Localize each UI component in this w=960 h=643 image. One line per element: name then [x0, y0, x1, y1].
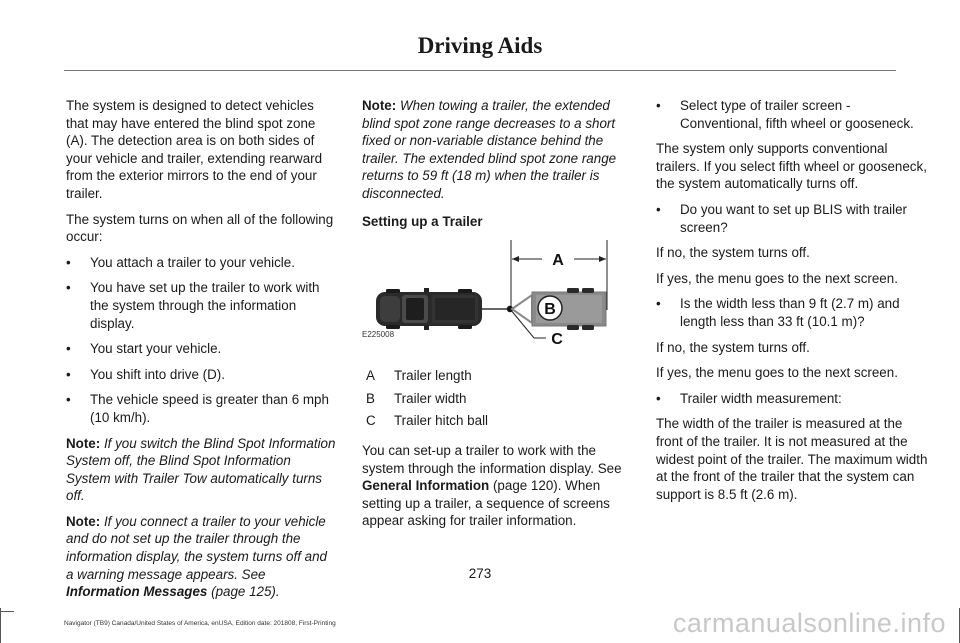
paragraph: The system only supports conventional trailers. If you select fifth wheel or gooseneck, the system automatically turns off.: [656, 141, 927, 192]
list-item: • The vehicle speed is greater than 6 mph (10 km/h).: [66, 392, 329, 425]
paragraph: If yes, the menu goes to the next screen.: [656, 365, 898, 381]
note-text: If you connect a trailer to your vehicle and do not set up the trailer through the information display, the system turns off and a warning message appears. See: [66, 513, 327, 582]
bullet-icon: •: [656, 296, 661, 312]
label-a: A: [552, 252, 564, 270]
section-heading: Setting up a Trailer: [362, 213, 483, 229]
bullet-icon: •: [656, 201, 661, 217]
note-label: Note:: [362, 98, 397, 113]
paragraph: If yes, the menu goes to the next screen.: [656, 270, 898, 286]
bullet-icon: •: [66, 341, 71, 357]
note-label: Note:: [66, 435, 101, 451]
legend-text: Trailer width: [394, 390, 467, 406]
column-right: [656, 97, 930, 511]
header-divider: [64, 70, 896, 71]
trailer-diagram-graphic: [362, 238, 642, 353]
note: [362, 97, 636, 203]
paragraph: The system is designed to detect vehicles that may have entered the blind spot zone (A). The detection area is on both sides of your vehicle and trailer, extending rearward from the exterior mirrors to the end of your trailer.: [66, 98, 323, 201]
legend-row: [362, 367, 636, 385]
note-label: Note:: [66, 513, 101, 529]
trailer-diagram: [362, 238, 642, 353]
list-item: • Trailer width measurement:: [656, 390, 842, 406]
arrowhead-icon: [512, 256, 519, 262]
list-item: • Select type of trailer screen - Conventional, fifth wheel or gooseneck.: [656, 98, 914, 131]
list-item: • You attach a trailer to your vehicle.: [66, 254, 295, 270]
note: [66, 435, 338, 505]
bullet-icon: •: [66, 280, 71, 296]
truck-icon: [376, 288, 482, 330]
paragraph: If no, the system turns off.: [656, 245, 810, 261]
label-c: C: [551, 331, 563, 349]
legend-row: [362, 412, 636, 430]
legend-key: B: [366, 390, 375, 406]
list-item: • You have set up the trailer to work with the system through the information display.: [66, 280, 320, 331]
crop-mark: [0, 608, 1, 643]
arrowhead-icon: [599, 256, 606, 262]
bullet-icon: •: [656, 390, 661, 406]
page-reference: (page 125).: [211, 584, 280, 600]
crop-mark: [0, 611, 14, 612]
note-text: When towing a trailer, the extended blind spot zone range decreases to a short fixed or non-variable distance behind the trailer. The extended blind spot zone range returns to 59 ft (18 m) when the trailer is disconnected.: [362, 98, 617, 201]
legend-key: A: [366, 368, 375, 384]
footer-edition-text: Navigator (TB9) Canada/United States of America, enUSA, Edition date: 201808, First-Printing: [64, 620, 336, 627]
note: [66, 513, 338, 601]
page-header-title: Driving Aids: [417, 33, 543, 58]
column-middle: [362, 97, 636, 538]
label-b: B: [544, 301, 556, 319]
list-item: • You shift into drive (D).: [66, 366, 225, 382]
bullet-icon: •: [656, 98, 661, 113]
list-item: • Do you want to set up BLIS with trailer screen?: [656, 201, 908, 235]
figure-code: E225008: [362, 329, 395, 339]
watermark: carmanualsonline.info: [672, 608, 946, 638]
cross-reference-link[interactable]: Information Messages: [66, 584, 208, 600]
cross-reference-link[interactable]: General Information: [362, 478, 490, 494]
bullet-icon: •: [66, 254, 71, 270]
legend-key: C: [366, 413, 376, 429]
paragraph: The system turns on when all of the following occur:: [66, 211, 334, 245]
paragraph: If no, the system turns off.: [656, 339, 810, 355]
list-item: • Is the width less than 9 ft (2.7 m) and length less than 33 ft (10.1 m)?: [656, 296, 900, 329]
column-left: [66, 97, 338, 609]
paragraph: You can set-up a trailer to work with the system through the information display. See General Information (page 120). When setting up a trailer, a sequence of screens appear asking for trailer information.: [362, 442, 622, 529]
paragraph: The width of the trailer is measured at the front of the trailer. It is not measured at the widest point of the trailer. The maximum width at the front of the trailer that the system can support is 8.5 ft (2.6 m).: [656, 416, 928, 502]
legend-row: [362, 390, 636, 408]
bullet-icon: •: [66, 392, 71, 408]
list-item: • You start your vehicle.: [66, 341, 222, 357]
page-number: 273: [468, 566, 492, 581]
note-text: If you switch the Blind Spot Information System off, the Blind Spot Information System with Trailer Tow automatically turns off.: [66, 435, 336, 504]
bullet-icon: •: [66, 366, 71, 382]
legend-text: Trailer hitch ball: [394, 413, 489, 429]
legend-text: Trailer length: [394, 368, 472, 384]
